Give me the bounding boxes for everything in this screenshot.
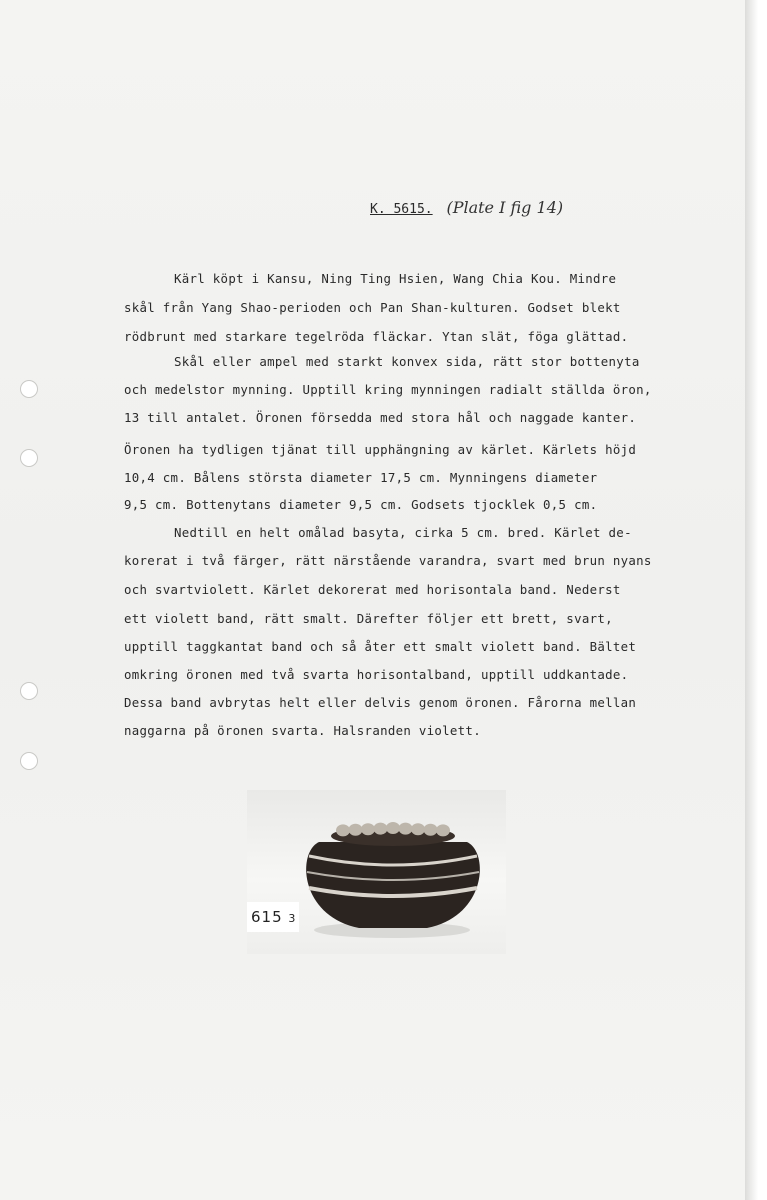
vessel-photograph xyxy=(247,790,506,954)
body-line: 9,5 cm. Bottenytans diameter 9,5 cm. Godsets tjocklek 0,5 cm. xyxy=(124,497,598,512)
body-line: omkring öronen med två svarta horisontalband, upptill uddkantade. xyxy=(124,667,629,682)
lug xyxy=(399,823,413,835)
body-line: upptill taggkantat band och så åter ett smalt violett band. Bältet xyxy=(124,639,637,654)
page-edge xyxy=(745,0,767,1200)
lug xyxy=(374,823,388,835)
lug xyxy=(361,823,375,835)
body-line: Öronen ha tydligen tjänat till upphängning av kärlet. Kärlets höjd xyxy=(124,442,637,457)
photo-number: 615 xyxy=(251,908,283,926)
lug xyxy=(424,824,438,836)
lug xyxy=(411,823,425,835)
body-line: Kärl köpt i Kansu, Ning Ting Hsien, Wang Chia Kou. Mindre xyxy=(174,271,617,286)
body-line: Nedtill en helt omålad basyta, cirka 5 cm. bred. Kärlet de- xyxy=(174,525,632,540)
body-line: och svartviolett. Kärlet dekorerat med horisontala band. Nederst xyxy=(124,582,621,597)
body-line: 10,4 cm. Bålens största diameter 17,5 cm. Mynningens diameter xyxy=(124,470,598,485)
body-line: ett violett band, rätt smalt. Därefter följer ett brett, svart, xyxy=(124,611,613,626)
photo-number-label xyxy=(247,902,299,932)
catalog-number: K. 5615. xyxy=(370,202,433,217)
lug xyxy=(386,822,400,834)
body-line: Dessa band avbrytas helt eller delvis genom öronen. Fårorna mellan xyxy=(124,695,637,710)
body-line: rödbrunt med starkare tegelröda fläckar. Ytan slät, föga glättad. xyxy=(124,329,629,344)
body-line: 13 till antalet. Öronen försedda med stora hål och naggade kanter. xyxy=(124,410,637,425)
plate-note: (Plate I fig 14) xyxy=(446,198,564,217)
lug xyxy=(336,824,350,836)
body-line: skål från Yang Shao-perioden och Pan Shan-kulturen. Godset blekt xyxy=(124,300,621,315)
lug xyxy=(436,824,450,836)
body-line: och medelstor mynning. Upptill kring mynningen radialt ställda öron, xyxy=(124,382,652,397)
body-line: naggarna på öronen svarta. Halsranden violett. xyxy=(124,723,481,738)
photo-number-suffix: 3 xyxy=(288,912,297,925)
body-line: korerat i två färger, rätt närstående varandra, svart med brun nyans xyxy=(124,553,652,568)
body-line: Skål eller ampel med starkt konvex sida, rätt stor bottenyta xyxy=(174,354,640,369)
lug xyxy=(349,824,363,836)
